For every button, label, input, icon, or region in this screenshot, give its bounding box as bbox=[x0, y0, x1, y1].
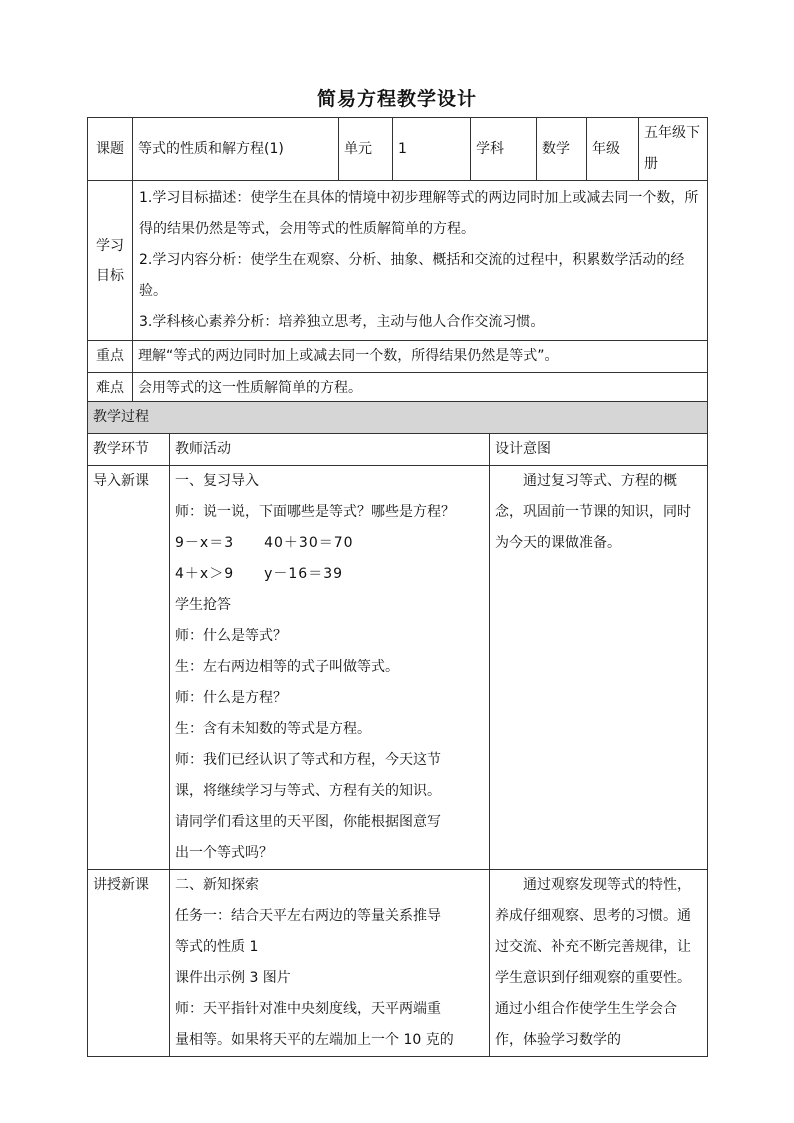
activity-line: 4＋x＞9 y－16＝39 bbox=[175, 566, 344, 582]
activity-line: 量相等。如果将天平的左端加上一个 10 克的 bbox=[175, 1032, 454, 1048]
stage-cell: 导入新课 bbox=[88, 466, 170, 870]
col-design-header: 设计意图 bbox=[490, 434, 708, 466]
activity-line: 一、复习导入 bbox=[175, 473, 259, 489]
key-point-row bbox=[88, 341, 708, 373]
design-intent-cell bbox=[490, 466, 708, 870]
info-table bbox=[87, 117, 708, 405]
activity-line: 课，将继续学习与等式、方程有关的知识。 bbox=[175, 783, 441, 799]
subject-label: 学科 bbox=[471, 118, 537, 181]
topic-row bbox=[88, 118, 708, 181]
unit-value: 1 bbox=[393, 118, 471, 181]
teacher-activity-cell bbox=[170, 870, 490, 1057]
key-point-label: 重点 bbox=[88, 341, 133, 373]
unit-label: 单元 bbox=[339, 118, 393, 181]
subject-value: 数学 bbox=[537, 118, 587, 181]
process-header-row bbox=[88, 402, 708, 434]
activity-line: 课件出示例 3 图片 bbox=[175, 970, 291, 986]
activity-line: 二、新知探索 bbox=[175, 877, 259, 893]
topic-label: 课题 bbox=[88, 118, 133, 181]
process-row-intro bbox=[88, 466, 708, 870]
grade-value: 五年级下册 bbox=[639, 118, 708, 181]
difficulty-label: 难点 bbox=[88, 373, 133, 405]
teacher-activity-cell bbox=[170, 466, 490, 870]
activity-line: 任务一：结合天平左右两边的等量关系推导 bbox=[175, 908, 441, 924]
design-intent-cell bbox=[490, 870, 708, 1057]
process-table bbox=[87, 401, 708, 1057]
goal-item: 3.学科核心素养分析：培养独立思考，主动与他人合作交流习惯。 bbox=[139, 314, 545, 330]
activity-line: 师：说一说，下面哪些是等式？哪些是方程？ bbox=[175, 504, 455, 520]
activity-line: 生：含有未知数的等式是方程。 bbox=[175, 721, 371, 737]
process-row-new bbox=[88, 870, 708, 1057]
activity-line: 师：我们已经认识了等式和方程，今天这节 bbox=[175, 752, 441, 768]
design-intent-text: 通过复习等式、方程的概念，巩固前一节课的知识，同时为今天的课做准备。 bbox=[495, 473, 691, 551]
document-title: 简易方程教学设计 bbox=[316, 88, 477, 110]
design-intent-text: 通过观察发现等式的特性，养成仔细观察、思考的习惯。通过交流、补充不断完善规律，让学生意识到仔细观察的重要性。通过小组合作使学生生学会合作，体验学习数学的 bbox=[495, 877, 691, 1048]
activity-line: 9－x＝3 40＋30＝70 bbox=[175, 535, 354, 551]
goals-label bbox=[88, 181, 133, 341]
activity-line: 等式的性质 1 bbox=[175, 939, 259, 955]
goals-label-line2: 目标 bbox=[96, 267, 124, 284]
activity-line: 师：什么是等式？ bbox=[175, 628, 287, 644]
activity-line: 师：什么是方程？ bbox=[175, 690, 287, 706]
activity-line: 学生抢答 bbox=[175, 597, 231, 613]
process-columns-row bbox=[88, 434, 708, 466]
activity-line: 生：左右两边相等的式子叫做等式。 bbox=[175, 659, 399, 675]
stage-cell: 讲授新课 bbox=[88, 870, 170, 1057]
goals-label-line1: 学习 bbox=[96, 237, 124, 254]
process-header: 教学过程 bbox=[88, 402, 708, 434]
activity-line: 出一个等式吗？ bbox=[175, 845, 273, 861]
col-teacher-header: 教师活动 bbox=[170, 434, 490, 466]
col-stage-header: 教学环节 bbox=[88, 434, 170, 466]
goal-item: 1.学习目标描述：使学生在具体的情境中初步理解等式的两边同时加上或减去同一个数，所得的结果仍然是等式，会用等式的性质解简单的方程。 bbox=[139, 190, 699, 237]
goals-cell bbox=[133, 181, 708, 341]
grade-label: 年级 bbox=[587, 118, 639, 181]
topic-value: 等式的性质和解方程(1) bbox=[133, 118, 339, 181]
difficulty-value: 会用等式的这一性质解简单的方程。 bbox=[133, 373, 708, 405]
activity-line: 师：天平指针对准中央刻度线，天平两端重 bbox=[175, 1001, 441, 1017]
goals-row bbox=[88, 181, 708, 341]
key-point-value: 理解“等式的两边同时加上或减去同一个数，所得结果仍然是等式”。 bbox=[133, 341, 708, 373]
activity-line: 请同学们看这里的天平图，你能根据图意写 bbox=[175, 814, 441, 830]
difficulty-row bbox=[88, 373, 708, 405]
goal-item: 2.学习内容分析：使学生在观察、分析、抽象、概括和交流的过程中，积累数学活动的经验。 bbox=[139, 252, 685, 299]
